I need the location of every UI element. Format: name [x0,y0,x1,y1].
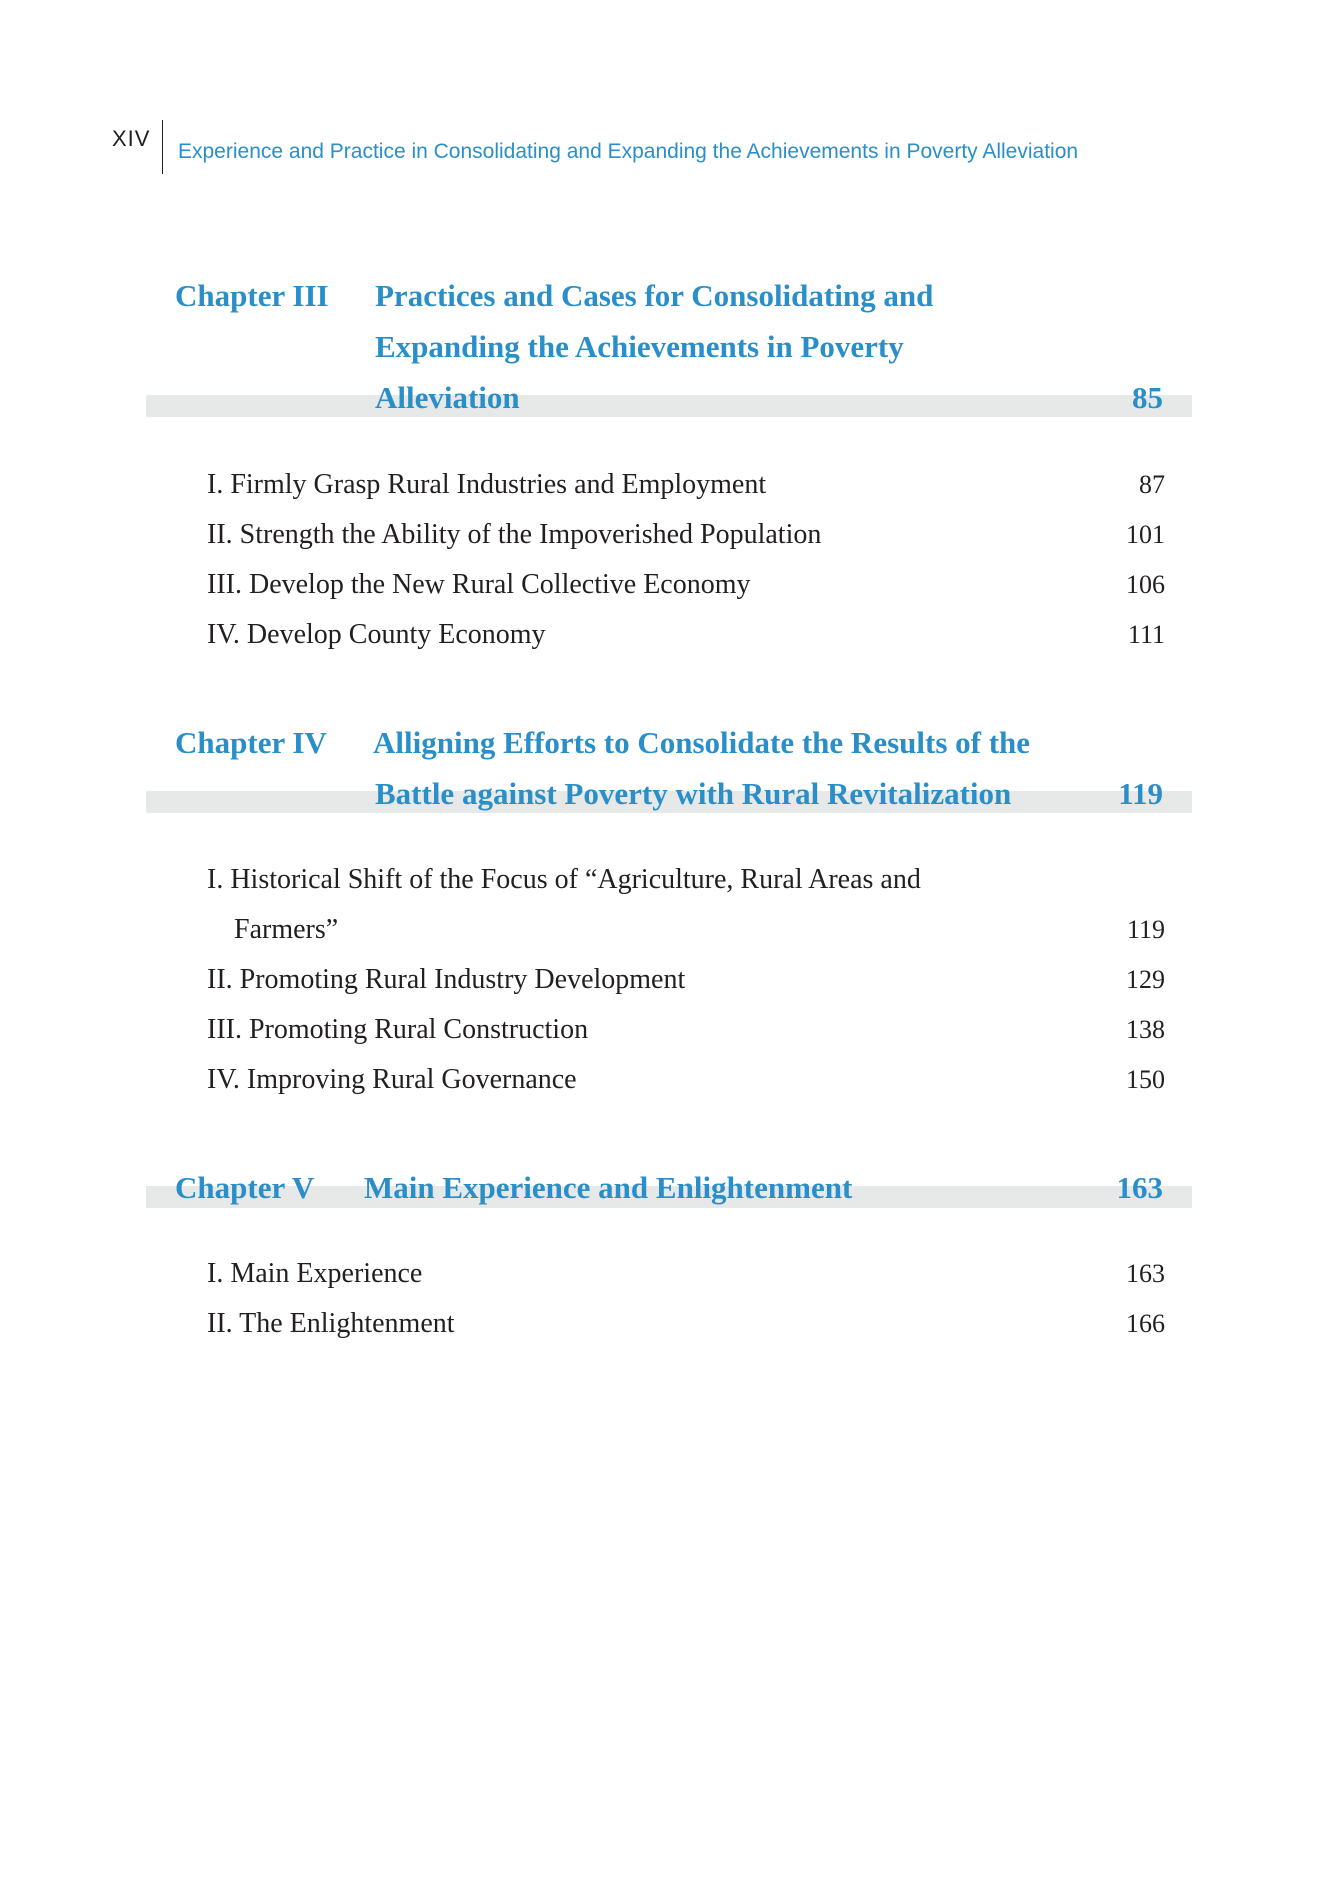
chapter-page-number[interactable]: 85 [1132,380,1163,415]
toc-entry-title[interactable]: IV. Improving Rural Governance [207,1064,577,1095]
toc-entry-title[interactable]: II. Strength the Ability of the Impoverished Population [207,519,822,550]
page-folio: XIV [112,126,151,151]
toc-entry-title[interactable]: IV. Develop County Economy [207,619,546,650]
toc-chapter-5 [146,1170,1192,1215]
chapter-title-line[interactable]: Practices and Cases for Consolidating and [375,278,934,313]
header-divider [162,120,163,174]
running-title: Experience and Practice in Consolidating and Expanding the Achievements in Poverty Alleviation [178,140,1079,163]
chapter-label[interactable]: Chapter III [175,278,329,313]
toc-entry-page[interactable]: 129 [1126,965,1165,994]
toc-entry-page[interactable]: 87 [1139,470,1165,499]
toc-entry-page[interactable]: 106 [1126,570,1165,599]
chapter-label[interactable]: Chapter IV [175,725,327,760]
chapter-title-line[interactable]: Expanding the Achievements in Poverty [375,329,904,364]
toc-chapter-3 [146,278,1192,423]
toc-entry-title[interactable]: II. Promoting Rural Industry Development [207,964,686,995]
toc-entry-title[interactable]: III. Promoting Rural Construction [207,1014,589,1045]
toc-entry-title[interactable]: III. Develop the New Rural Collective Economy [207,569,751,600]
chapter-page-number[interactable]: 119 [1118,776,1163,811]
chapter-title-line[interactable]: Alleviation [375,380,520,415]
toc-entry-title[interactable]: II. The Enlightenment [207,1308,455,1339]
chapter-title-line[interactable]: Battle against Poverty with Rural Revitalization [375,776,1012,811]
toc-entry-title[interactable]: I. Main Experience [207,1258,423,1289]
chapter-title-line[interactable]: Alligning Efforts to Consolidate the Results of the [373,725,1031,760]
chapter-page-number[interactable]: 163 [1116,1170,1163,1205]
toc-chapter-4 [146,725,1192,820]
toc-entry-title[interactable]: I. Historical Shift of the Focus of “Agriculture, Rural Areas and [207,864,921,895]
toc-entry-page[interactable]: 101 [1126,520,1165,549]
toc-entry-title-continued[interactable]: Farmers” [234,914,339,945]
toc-entry-page[interactable]: 111 [1127,620,1165,649]
toc-entry-page[interactable]: 150 [1126,1065,1165,1094]
toc-entry-page[interactable]: 138 [1126,1015,1165,1044]
chapter-title-line[interactable]: Main Experience and Enlightenment [364,1170,853,1205]
toc-entry-page[interactable]: 166 [1126,1309,1165,1338]
toc-entry-page[interactable]: 119 [1126,915,1165,944]
chapter-label[interactable]: Chapter V [175,1170,315,1205]
toc-entry-title[interactable]: I. Firmly Grasp Rural Industries and Employment [207,469,767,500]
toc-entry-page[interactable]: 163 [1126,1259,1165,1288]
chapter-band [146,395,1192,417]
